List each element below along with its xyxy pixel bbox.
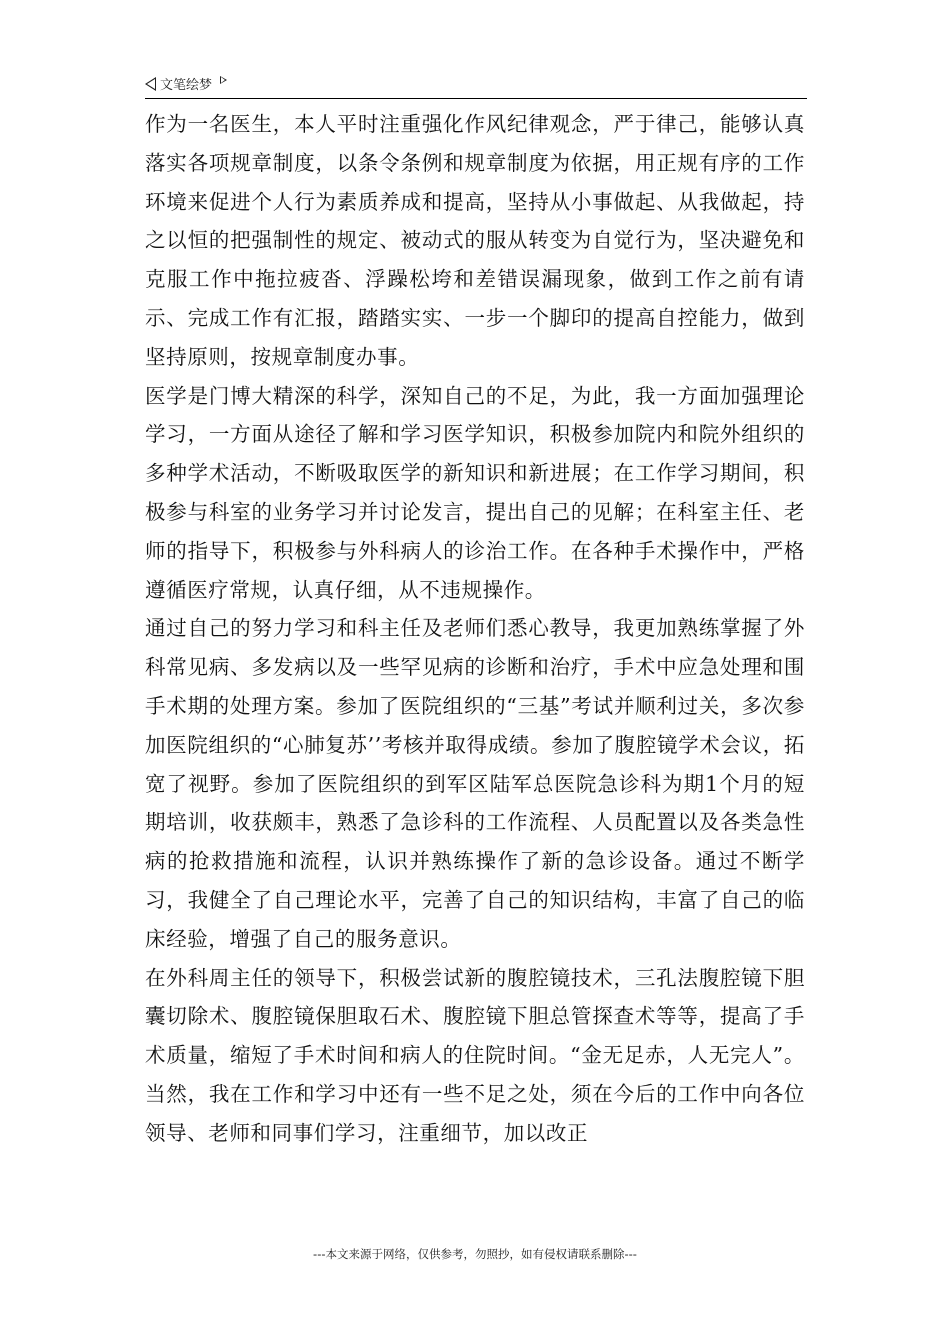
footer-notice: ---本文来源于网络，仅供参考，勿照抄，如有侵权请联系删除--- — [313, 1247, 637, 1261]
page-header — [145, 72, 807, 99]
brand-name: 文笔绘梦 — [160, 78, 213, 93]
triangle-right-icon — [220, 76, 227, 84]
document-body — [145, 105, 805, 1153]
paragraph-discipline: 作为一名医生，本人平时注重强化作风纪律观念，严于律己，能够认真落实各项规章制度，以条令条例和规章制度为依据，用正规有序的工作环境来促进个人行为素质养成和提高，坚持从小事做起、从我做起，持之以恒的把强制性的规定、被动式的服从转变为自觉行为，坚决避免和克服工作中拖拉疲沓、浮躁松垮和差错误漏现象，做到工作之前有请示、完成工作有汇报，踏踏实实、一步一个脚印的提高自控能力，做到坚持原则，按规章制度办事。 — [145, 112, 805, 369]
triangle-left-icon — [145, 77, 156, 91]
paragraph-training: 通过自己的努力学习和科主任及老师们悉心教导，我更加熟练掌握了外科常见病、多发病以及一些罕见病的诊断和治疗，手术中应急处理和围手术期的处理方案。参加了医院组织的“三基”考试并顺利过关，多次参加医院组织的“心肺复苏’’考核并取得成绩。参加了腹腔镜学术会议，拓宽了视野。参加了医院组织的到军区陆军总医院急诊科为期1个月的短期培训，收获颇丰，熟悉了急诊科的工作流程、人员配置以及各类急性病的抢救措施和流程，认识并熟练操作了新的急诊设备。通过不断学习，我健全了自己理论水平，完善了自己的知识结构，丰富了自己的临床经验，增强了自己的服务意识。 — [145, 616, 805, 951]
paragraph-study: 医学是门博大精深的科学，深知自己的不足，为此，我一方面加强理论学习，一方面从途径了解和学习医学知识，积极参加院内和院外组织的多种学术活动，不断吸取医学的新知识和新进展；在工作学习期间，积极参与科室的业务学习并讨论发言，提出自己的见解；在科室主任、老师的指导下，积极参与外科病人的诊治工作。在各种手术操作中，严格遵循医疗常规，认真仔细，从不违规操作。 — [145, 383, 805, 602]
paragraph-surgery: 在外科周主任的领导下，积极尝试新的腹腔镜技术，三孔法腹腔镜下胆囊切除术、腹腔镜保胆取石术、腹腔镜下胆总管探查术等等，提高了手术质量，缩短了手术时间和病人的住院时间。“金无足赤，人无完人”。当然，我在工作和学习中还有一些不足之处，须在今后的工作中向各位领导、老师和同事们学习，注重细节，加以改正 — [145, 965, 805, 1145]
brand-logo — [145, 74, 227, 93]
